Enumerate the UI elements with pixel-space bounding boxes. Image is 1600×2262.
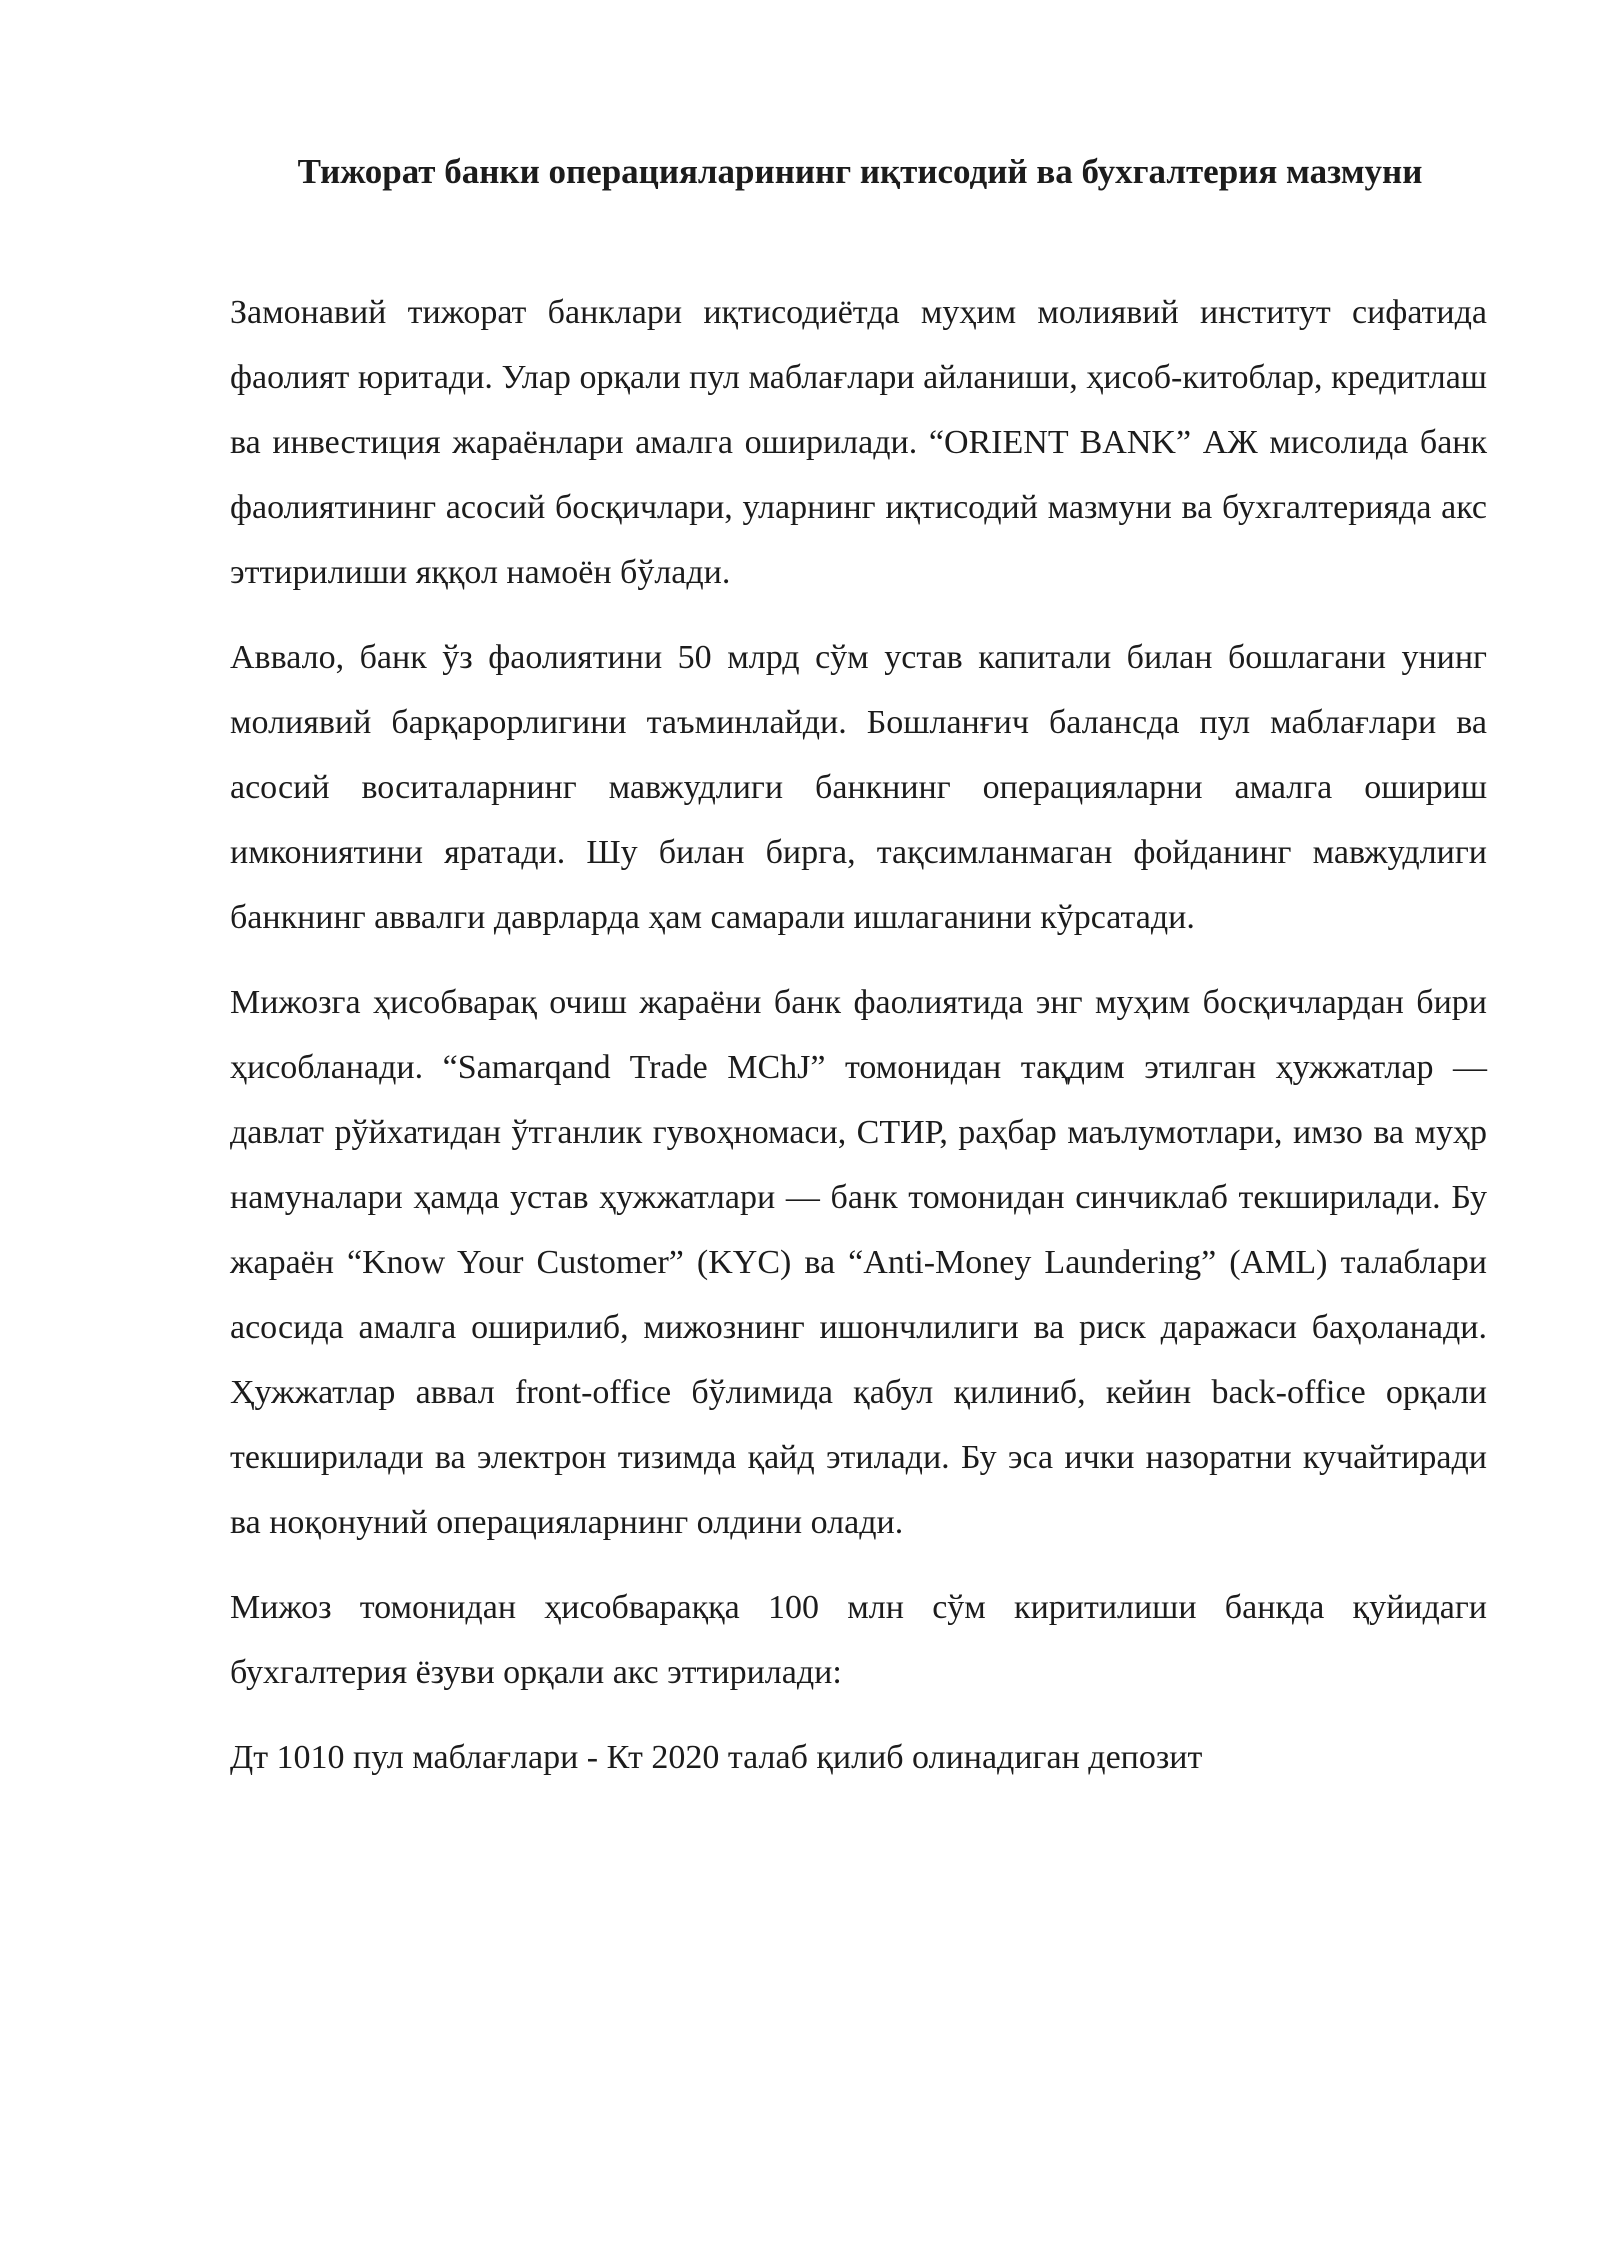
document-title: Тижорат банки операцияларининг иқтисодий ва бухгалтерия мазмуни — [297, 152, 1423, 191]
paragraph-journal-entry: Дт 1010 пул маблағлари - Кт 2020 талаб қилиб олинадиган депозит — [230, 1739, 1203, 1776]
paragraph-intro: Замонавий тижорат банклари иқтисодиётда муҳим молиявий институт сифатида фаолият юритади. Улар орқали пул маблағлари айланиши, ҳисоб-китоблар, кредитлаш ва инвестиция жараёнлари амалга оширилади. “ORIENT BANK” АЖ мисолида банк фаолиятининг асосий босқичлари, уларнинг иқтисодий мазмуни ва бухгалтерияда акс эттирилиши яққол намоён бўлади. — [230, 294, 1487, 591]
document-body — [230, 280, 1487, 1810]
paragraph-deposit: Мижоз томонидан ҳисобварaққа 100 млн сўм киритилиши банкда қуйидаги бухгалтерия ёзуви орқали акс эттирилади: — [230, 1589, 1487, 1691]
paragraph-account-opening: Мижозга ҳисобварақ очиш жараёни банк фаолиятида энг муҳим босқичлардан бири ҳисобланади. “Samarqand Trade MChJ” томонидан тақдим этилган ҳужжатлар — давлат рўйхатидан ўтганлик гувоҳномаси, СТИР, раҳбар маълумотлари, имзо ва муҳр намуналари ҳамда устав ҳужжатлари — банк томонидан синчиклаб текширилади. Бу жараён “Know Your Customer” (KYC) ва “Anti-Money Laundering” (AML) талаблари асосида амалга оширилиб, мижознинг ишончлилиги ва риск даражаси баҳоланади. Ҳужжатлар аввал front-office бўлимида қабул қилиниб, кейин back-office орқали текширилади ва электрон тизимда қайд этилади. Бу эса ички назоратни кучайтиради ва ноқонуний операцияларнинг олдини олади. — [230, 984, 1487, 1541]
paragraph-capital: Аввало, банк ўз фаолиятини 50 млрд сўм устав капитали билан бошлагани унинг молиявий барқарорлигини таъминлайди. Бошланғич балансда пул маблағлари ва асосий воситаларнинг мавжудлиги банкнинг операцияларни амалга ошириш имкониятини яратади. Шу билан бирга, тақсимланмаган фойданинг мавжудлиги банкнинг аввалги даврларда ҳам самарали ишлаганини кўрсатади. — [230, 639, 1487, 936]
